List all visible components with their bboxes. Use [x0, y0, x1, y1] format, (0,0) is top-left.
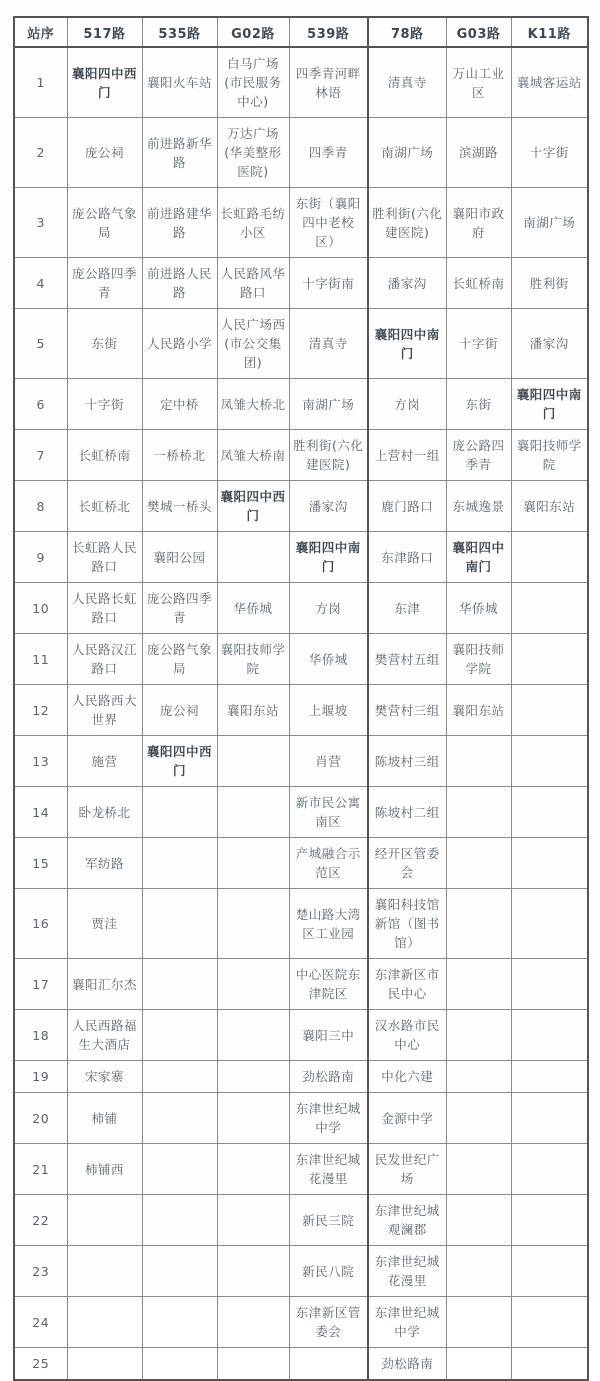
- station-cell: [217, 787, 289, 838]
- station-cell: [289, 1348, 368, 1381]
- bus-route-comparison-table: [13, 16, 589, 1381]
- table-row: [14, 1010, 588, 1061]
- station-cell: 汉水路市民中心: [368, 1010, 446, 1061]
- station-cell: [511, 959, 588, 1010]
- station-cell: 潘家沟: [511, 309, 588, 379]
- station-seq-cell: 13: [14, 736, 67, 787]
- station-cell: [446, 1348, 511, 1381]
- table-row: [14, 1144, 588, 1195]
- column-header-route: G02路: [217, 17, 289, 47]
- station-seq-cell: 25: [14, 1348, 67, 1381]
- station-seq-cell: 9: [14, 532, 67, 583]
- table-row: [14, 685, 588, 736]
- station-cell: 胜利街(六化建医院): [289, 430, 368, 481]
- station-cell: 华侨城: [446, 583, 511, 634]
- station-seq-cell: 15: [14, 838, 67, 889]
- station-cell: 庞公路气象局: [142, 634, 217, 685]
- station-cell: [142, 1348, 217, 1381]
- station-cell: 上营村一组: [368, 430, 446, 481]
- station-cell: 柿铺: [67, 1093, 142, 1144]
- station-cell: 襄阳四中南门: [446, 532, 511, 583]
- station-seq-cell: 17: [14, 959, 67, 1010]
- station-cell: 东津世纪城花漫里: [289, 1144, 368, 1195]
- station-cell: 庞公路气象局: [67, 188, 142, 258]
- station-cell: [217, 889, 289, 959]
- station-cell: 潘家沟: [368, 258, 446, 309]
- station-cell: 襄阳东站: [217, 685, 289, 736]
- station-cell: [67, 1297, 142, 1348]
- station-cell: 人民广场西(市公交集团): [217, 309, 289, 379]
- table-row: [14, 1246, 588, 1297]
- station-cell: [67, 1195, 142, 1246]
- column-header-route: 539路: [289, 17, 368, 47]
- station-cell: [446, 787, 511, 838]
- station-cell: 贾洼: [67, 889, 142, 959]
- station-cell: 清真寺: [289, 309, 368, 379]
- table-row: [14, 838, 588, 889]
- column-header-route: 78路: [368, 17, 446, 47]
- station-seq-cell: 22: [14, 1195, 67, 1246]
- station-cell: [511, 1093, 588, 1144]
- table-row: [14, 634, 588, 685]
- station-cell: [446, 736, 511, 787]
- table-row: [14, 583, 588, 634]
- table-row: [14, 1195, 588, 1246]
- station-cell: 襄阳四中南门: [368, 309, 446, 379]
- station-cell: 樊营村五组: [368, 634, 446, 685]
- station-seq-cell: 19: [14, 1061, 67, 1093]
- station-cell: [511, 1061, 588, 1093]
- station-cell: 长虹桥南: [446, 258, 511, 309]
- station-cell: 柿铺西: [67, 1144, 142, 1195]
- station-cell: 襄阳技师学院: [446, 634, 511, 685]
- station-seq-cell: 23: [14, 1246, 67, 1297]
- station-cell: [142, 1061, 217, 1093]
- table-row: [14, 1061, 588, 1093]
- table-body: [14, 47, 588, 1380]
- station-cell: 十字街: [511, 118, 588, 188]
- station-cell: 四季青河畔林语: [289, 47, 368, 118]
- station-cell: [446, 959, 511, 1010]
- station-cell: 十字街南: [289, 258, 368, 309]
- station-cell: 卧龙桥北: [67, 787, 142, 838]
- station-seq-cell: 20: [14, 1093, 67, 1144]
- station-seq-cell: 1: [14, 47, 67, 118]
- station-cell: [446, 838, 511, 889]
- station-cell: [142, 889, 217, 959]
- station-cell: [217, 736, 289, 787]
- station-cell: [142, 1297, 217, 1348]
- station-cell: 长虹桥南: [67, 430, 142, 481]
- station-cell: 庞公路四季青: [142, 583, 217, 634]
- station-cell: 东津新区市民中心: [368, 959, 446, 1010]
- table-row: [14, 1348, 588, 1381]
- station-seq-cell: 14: [14, 787, 67, 838]
- table-row: [14, 430, 588, 481]
- station-cell: 一桥桥北: [142, 430, 217, 481]
- station-cell: 鹿门路口: [368, 481, 446, 532]
- station-cell: 襄城客运站: [511, 47, 588, 118]
- station-cell: 中化六建: [368, 1061, 446, 1093]
- station-cell: 东津路口: [368, 532, 446, 583]
- station-cell: 人民路汉江路口: [67, 634, 142, 685]
- station-cell: 陈坡村二组: [368, 787, 446, 838]
- station-cell: [217, 1297, 289, 1348]
- station-cell: 长虹路毛纺小区: [217, 188, 289, 258]
- station-cell: [511, 532, 588, 583]
- station-cell: 东津世纪城中学: [289, 1093, 368, 1144]
- station-cell: 襄阳东站: [446, 685, 511, 736]
- table-row: [14, 309, 588, 379]
- station-cell: 人民路西大世界: [67, 685, 142, 736]
- station-cell: 万达广场(华美整形医院): [217, 118, 289, 188]
- station-cell: [511, 838, 588, 889]
- table-row: [14, 532, 588, 583]
- station-cell: 襄阳四中西门: [67, 47, 142, 118]
- station-seq-cell: 24: [14, 1297, 67, 1348]
- station-cell: [446, 1144, 511, 1195]
- station-cell: [511, 1195, 588, 1246]
- column-header-station-seq: 站序: [14, 17, 67, 47]
- table-row: [14, 118, 588, 188]
- station-cell: [142, 787, 217, 838]
- station-cell: 襄阳公园: [142, 532, 217, 583]
- station-cell: 东街: [446, 379, 511, 430]
- station-cell: [67, 1246, 142, 1297]
- station-cell: 凤雏大桥南: [217, 430, 289, 481]
- station-cell: 庞公祠: [142, 685, 217, 736]
- station-cell: 庞公路四季青: [67, 258, 142, 309]
- station-cell: [511, 1348, 588, 1381]
- station-cell: 东城逸景: [446, 481, 511, 532]
- table-row: [14, 787, 588, 838]
- station-cell: 前进路新华路: [142, 118, 217, 188]
- station-seq-cell: 8: [14, 481, 67, 532]
- station-cell: 凤雏大桥北: [217, 379, 289, 430]
- station-cell: [217, 1144, 289, 1195]
- station-cell: [446, 1093, 511, 1144]
- station-cell: 新民三院: [289, 1195, 368, 1246]
- station-seq-cell: 7: [14, 430, 67, 481]
- station-cell: [511, 787, 588, 838]
- station-cell: [217, 1061, 289, 1093]
- station-cell: 东津: [368, 583, 446, 634]
- station-cell: 方岗: [368, 379, 446, 430]
- station-seq-cell: 2: [14, 118, 67, 188]
- station-cell: [142, 1144, 217, 1195]
- table-row: [14, 481, 588, 532]
- station-cell: 襄阳东站: [511, 481, 588, 532]
- header-row: [14, 17, 588, 47]
- station-cell: 白马广场(市民服务中心): [217, 47, 289, 118]
- station-cell: [217, 1195, 289, 1246]
- station-cell: 人民西路福生大酒店: [67, 1010, 142, 1061]
- station-cell: 人民路小学: [142, 309, 217, 379]
- station-cell: [217, 1093, 289, 1144]
- station-cell: 中心医院东津院区: [289, 959, 368, 1010]
- station-cell: 东津世纪城观澜郡: [368, 1195, 446, 1246]
- station-cell: 襄阳技师学院: [511, 430, 588, 481]
- station-cell: 南湖广场: [511, 188, 588, 258]
- station-cell: 人民路风华路口: [217, 258, 289, 309]
- station-cell: [446, 1195, 511, 1246]
- station-cell: 方岗: [289, 583, 368, 634]
- station-cell: [142, 959, 217, 1010]
- station-cell: 施营: [67, 736, 142, 787]
- station-cell: 襄阳三中: [289, 1010, 368, 1061]
- station-cell: 前进路建华路: [142, 188, 217, 258]
- station-cell: 上堰坡: [289, 685, 368, 736]
- station-cell: 定中桥: [142, 379, 217, 430]
- station-cell: [511, 1297, 588, 1348]
- station-cell: [142, 1010, 217, 1061]
- station-cell: [67, 1348, 142, 1381]
- table-row: [14, 1093, 588, 1144]
- station-cell: 十字街: [67, 379, 142, 430]
- station-cell: 经开区管委会: [368, 838, 446, 889]
- station-cell: 产城融合示范区: [289, 838, 368, 889]
- station-cell: 四季青: [289, 118, 368, 188]
- station-cell: [217, 838, 289, 889]
- station-cell: 金源中学: [368, 1093, 446, 1144]
- table-row: [14, 889, 588, 959]
- station-cell: 华侨城: [289, 634, 368, 685]
- station-cell: [511, 1010, 588, 1061]
- station-cell: [446, 1010, 511, 1061]
- station-cell: [217, 959, 289, 1010]
- station-cell: 襄阳四中西门: [142, 736, 217, 787]
- station-cell: 劲松路南: [368, 1348, 446, 1381]
- station-seq-cell: 3: [14, 188, 67, 258]
- station-cell: [446, 1297, 511, 1348]
- station-cell: 襄阳四中南门: [289, 532, 368, 583]
- station-cell: 庞公路四季青: [446, 430, 511, 481]
- station-cell: [511, 1144, 588, 1195]
- table-row: [14, 1297, 588, 1348]
- station-cell: [511, 736, 588, 787]
- station-cell: 宋家寨: [67, 1061, 142, 1093]
- station-cell: 樊营村三组: [368, 685, 446, 736]
- station-cell: 襄阳四中南门: [511, 379, 588, 430]
- station-cell: 十字街: [446, 309, 511, 379]
- station-seq-cell: 18: [14, 1010, 67, 1061]
- station-cell: 军纺路: [67, 838, 142, 889]
- station-cell: 东津新区管委会: [289, 1297, 368, 1348]
- station-cell: 襄阳市政府: [446, 188, 511, 258]
- station-cell: [511, 889, 588, 959]
- station-cell: 华侨城: [217, 583, 289, 634]
- station-cell: [511, 583, 588, 634]
- station-cell: 万山工业区: [446, 47, 511, 118]
- station-cell: 东津世纪城花漫里: [368, 1246, 446, 1297]
- station-cell: 庞公祠: [67, 118, 142, 188]
- station-cell: [217, 1010, 289, 1061]
- station-cell: 劲松路南: [289, 1061, 368, 1093]
- table-row: [14, 258, 588, 309]
- station-cell: 陈坡村三组: [368, 736, 446, 787]
- station-cell: 樊城一桥头: [142, 481, 217, 532]
- station-cell: 新市民公寓南区: [289, 787, 368, 838]
- station-cell: 南湖广场: [368, 118, 446, 188]
- table-row: [14, 959, 588, 1010]
- table-row: [14, 736, 588, 787]
- station-cell: 胜利街(六化建医院): [368, 188, 446, 258]
- station-cell: 清真寺: [368, 47, 446, 118]
- station-cell: 前进路人民路: [142, 258, 217, 309]
- station-cell: 襄阳火车站: [142, 47, 217, 118]
- station-cell: 楚山路大湾区工业园: [289, 889, 368, 959]
- table-row: [14, 188, 588, 258]
- column-header-route: K11路: [511, 17, 588, 47]
- station-cell: [446, 1061, 511, 1093]
- station-seq-cell: 12: [14, 685, 67, 736]
- station-cell: [217, 532, 289, 583]
- station-cell: 长虹路人民路口: [67, 532, 142, 583]
- station-cell: [142, 838, 217, 889]
- station-cell: 东津世纪城中学: [368, 1297, 446, 1348]
- station-cell: 襄阳科技馆新馆（图书馆）: [368, 889, 446, 959]
- station-seq-cell: 4: [14, 258, 67, 309]
- station-cell: 民发世纪广场: [368, 1144, 446, 1195]
- station-seq-cell: 21: [14, 1144, 67, 1195]
- station-cell: 滨湖路: [446, 118, 511, 188]
- column-header-route: 535路: [142, 17, 217, 47]
- station-seq-cell: 5: [14, 309, 67, 379]
- station-cell: 胜利街: [511, 258, 588, 309]
- station-seq-cell: 6: [14, 379, 67, 430]
- station-cell: 东街: [67, 309, 142, 379]
- station-seq-cell: 16: [14, 889, 67, 959]
- station-cell: [446, 889, 511, 959]
- station-cell: [511, 1246, 588, 1297]
- table-row: [14, 47, 588, 118]
- station-cell: [142, 1093, 217, 1144]
- station-cell: [446, 1246, 511, 1297]
- station-cell: 肖营: [289, 736, 368, 787]
- column-header-route: 517路: [67, 17, 142, 47]
- station-cell: 襄阳四中西门: [217, 481, 289, 532]
- station-cell: [217, 1246, 289, 1297]
- station-cell: 东街（襄阳四中老校区）: [289, 188, 368, 258]
- station-cell: 长虹桥北: [67, 481, 142, 532]
- station-cell: 襄阳汇尔杰: [67, 959, 142, 1010]
- station-cell: [511, 685, 588, 736]
- station-cell: [511, 634, 588, 685]
- station-cell: [142, 1246, 217, 1297]
- station-seq-cell: 11: [14, 634, 67, 685]
- station-cell: 新民八院: [289, 1246, 368, 1297]
- table-row: [14, 379, 588, 430]
- column-header-route: G03路: [446, 17, 511, 47]
- station-cell: 南湖广场: [289, 379, 368, 430]
- station-cell: [217, 1348, 289, 1381]
- station-cell: [142, 1195, 217, 1246]
- station-seq-cell: 10: [14, 583, 67, 634]
- station-cell: 潘家沟: [289, 481, 368, 532]
- station-cell: 襄阳技师学院: [217, 634, 289, 685]
- station-cell: 人民路长虹路口: [67, 583, 142, 634]
